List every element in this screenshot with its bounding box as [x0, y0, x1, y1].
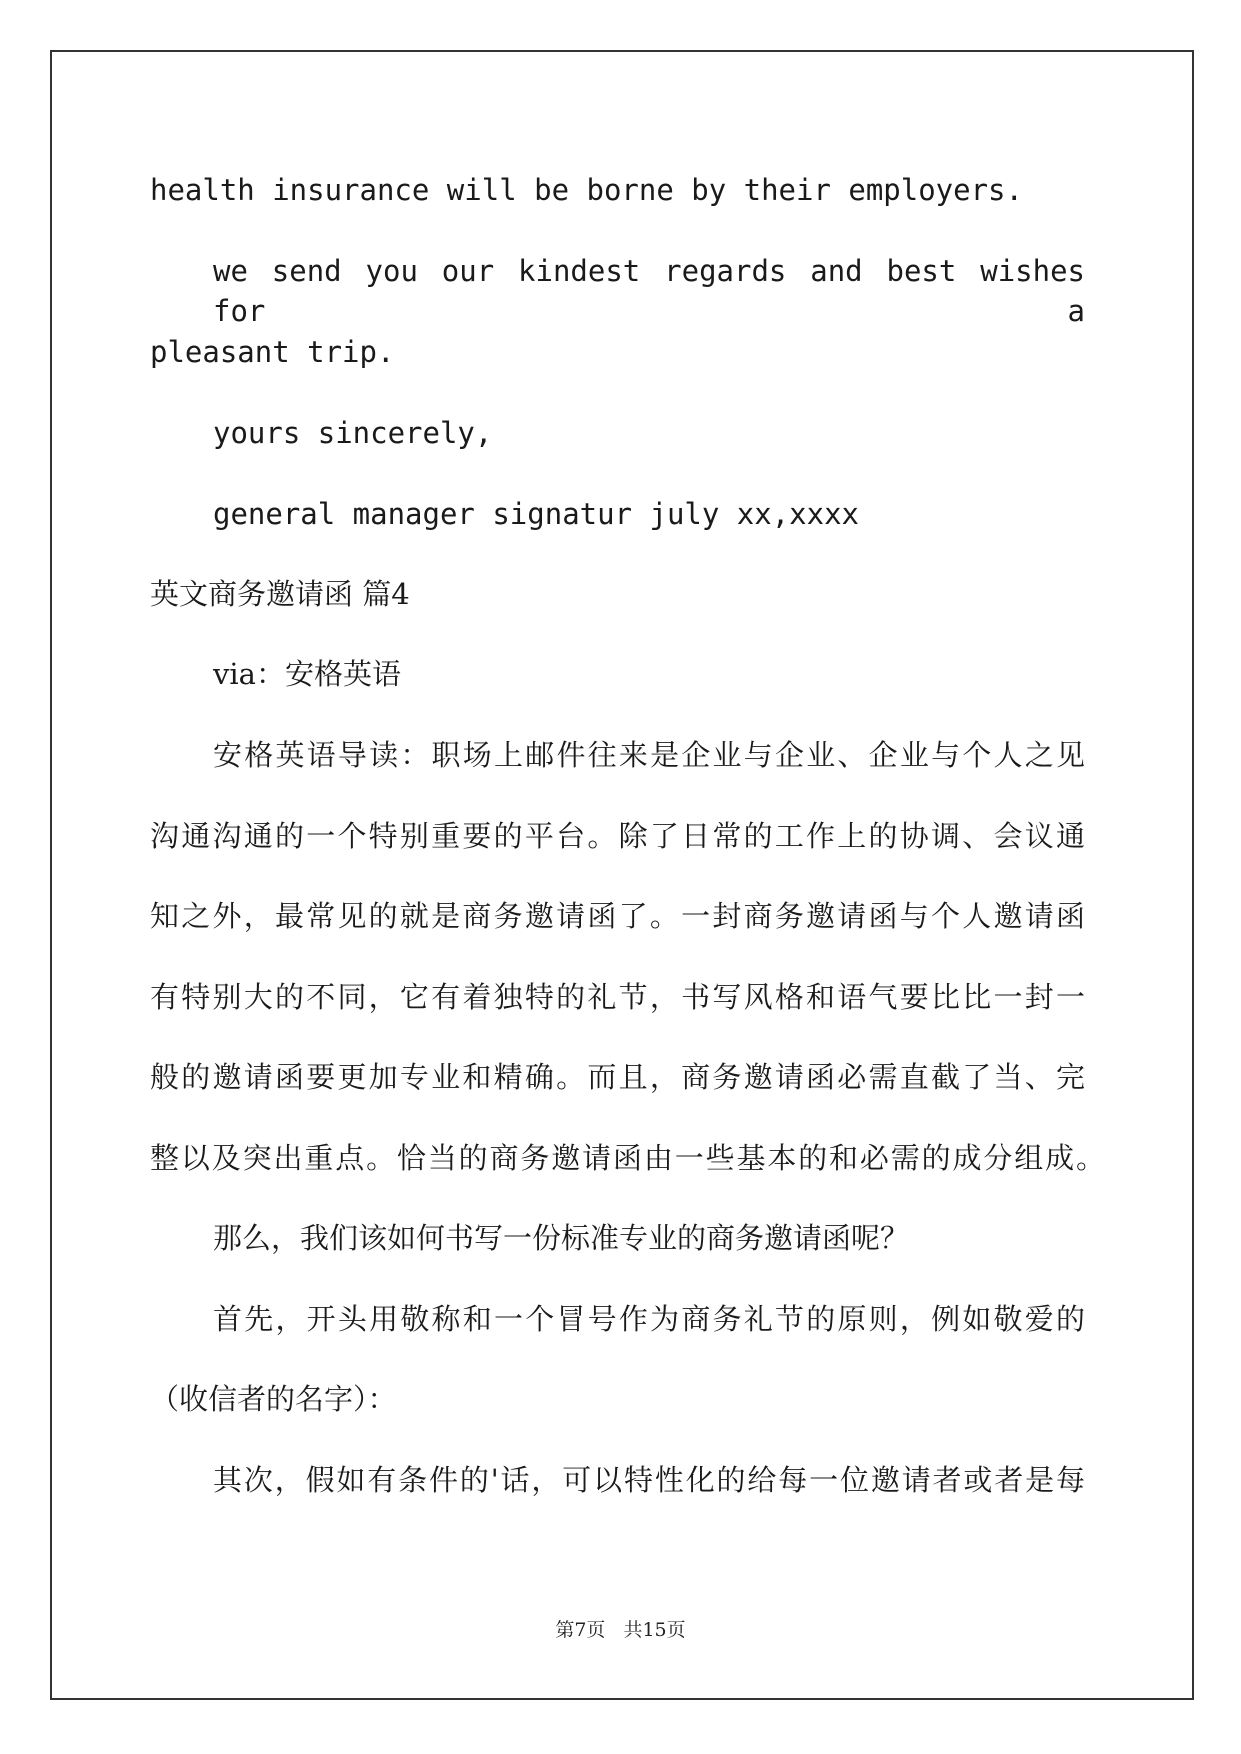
body-line-3: pleasant trip. [150, 335, 395, 369]
paragraph-line-5: 般的邀请函要更加专业和精确。而且，商务邀请函必需直截了当、完 [150, 1060, 1085, 1094]
source-line: via：安格英语 [213, 657, 401, 691]
first-point-line-1: 首先，开头用敬称和一个冒号作为商务礼节的原则，例如敬爱的 [213, 1302, 1085, 1336]
body-line-1: health insurance will be borne by their employers. [150, 173, 1023, 207]
body-line-2: we send you our kindest regards and best wishes for a [213, 254, 1085, 328]
paragraph-line-2: 沟通沟通的一个特别重要的平台。除了日常的工作上的协调、会议通 [150, 819, 1085, 853]
question-line: 那么，我们该如何书写一份标准专业的商务邀请函呢？ [213, 1221, 910, 1255]
paragraph-line-4: 有特别大的不同，它有着独特的礼节，书写风格和语气要比比一封一 [150, 980, 1085, 1014]
second-point-line-1: 其次，假如有条件的'话，可以特性化的给每一位邀请者或者是每 [213, 1463, 1085, 1497]
page-number: 第7页 [555, 1619, 606, 1641]
page-total: 共15页 [623, 1619, 686, 1641]
section-heading: 英文商务邀请函 篇4 [150, 577, 410, 611]
page-footer [0, 1615, 1241, 1642]
paragraph-line-1: 安格英语导读：职场上邮件往来是企业与企业、企业与个人之见 [213, 738, 1085, 772]
first-point-line-2: （收信者的名字）： [150, 1382, 397, 1416]
paragraph-line-3: 知之外，最常见的就是商务邀请函了。一封商务邀请函与个人邀请函 [150, 899, 1085, 933]
signature-line: general manager signatur july xx,xxxx [213, 497, 860, 531]
paragraph-line-6: 整以及突出重点。恰当的商务邀请函由一些基本的和必需的成分组成。 [150, 1141, 1105, 1175]
closing-line: yours sincerely, [213, 416, 493, 450]
